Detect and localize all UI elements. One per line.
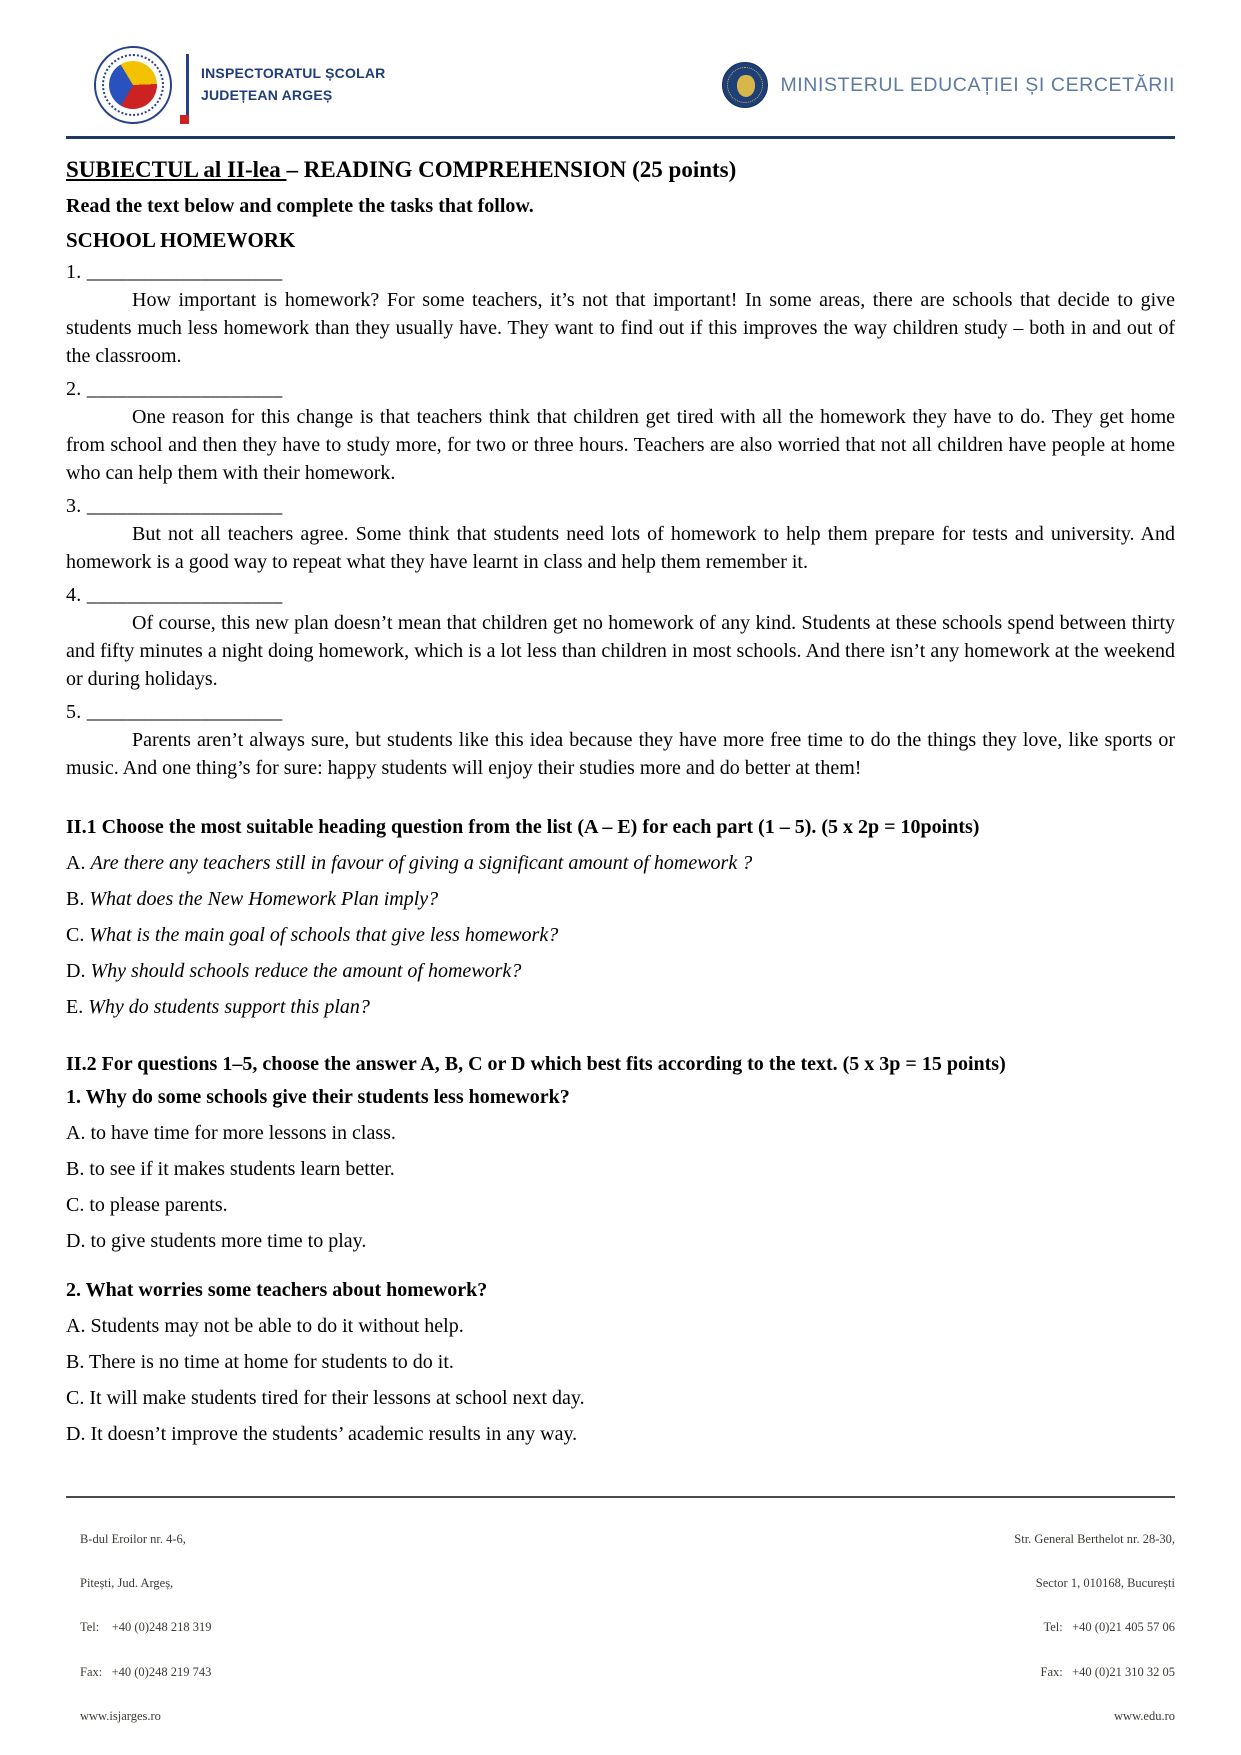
passage-paragraph-2: One reason for this change is that teachers think that children get tired with all the homework they have to do. They get home from school and then they have to study more, for two or three hours. Teachers are also worried that not all children have people at home who can help them with their homework.	[66, 406, 1175, 484]
option-letter: D.	[66, 960, 86, 982]
logo-divider	[186, 54, 189, 116]
question1-option-c: C. to please parents.	[66, 1194, 228, 1216]
isj-arges-emblem-icon	[94, 46, 172, 124]
footer-right-line4: Fax: +40 (0)21 310 32 05	[1040, 1664, 1175, 1679]
option-text: Are there any teachers still in favour of giving a significant amount of homework ?	[90, 852, 753, 874]
footer-right-line2: Sector 1, 010168, București	[1035, 1576, 1175, 1590]
footer-left-line1: B-dul Eroilor nr. 4-6,	[80, 1531, 186, 1546]
isj-arges-logo	[94, 46, 385, 124]
footer-right-website: www.edu.ro	[1114, 1708, 1175, 1723]
option-text: What does the New Homework Plan imply?	[89, 888, 439, 910]
option-letter: A.	[66, 852, 86, 874]
task1-option-b	[66, 888, 1175, 911]
option-text: What is the main goal of schools that give less homework?	[89, 924, 559, 946]
question2-option-d: D. It doesn’t improve the students’ academic results in any way.	[66, 1423, 578, 1445]
task1-option-a	[66, 852, 1175, 875]
task2-question-1	[66, 1086, 1175, 1253]
option-letter: E.	[66, 996, 84, 1018]
task1-option-c	[66, 924, 1175, 947]
heading-blank-3: 3. ___________________	[66, 495, 283, 517]
footer-address-left	[66, 1502, 212, 1753]
passage-paragraph-1: How important is homework? For some teachers, it’s not that important! In some areas, there are schools that decide to give students much less homework than they usually have. They want to find out if this improves the way children study – both in and out of the classroom.	[66, 289, 1175, 367]
task1-option-d	[66, 960, 1175, 983]
question1-option-d: D. to give students more time to play.	[66, 1230, 367, 1252]
isj-arges-name	[201, 63, 385, 106]
question-prompt: 1. Why do some schools give their students less homework?	[66, 1086, 570, 1108]
heading-blank-1: 1. ___________________	[66, 261, 283, 283]
isj-name-line1: INSPECTORATUL ȘCOLAR	[201, 65, 386, 82]
ministry-name: MINISTERUL EDUCAȚIEI ȘI CERCETĂRII	[780, 73, 1175, 96]
document-body	[0, 157, 1241, 1446]
title-rest-part: – READING COMPREHENSION (25 points)	[286, 157, 737, 182]
question2-option-b: B. There is no time at home for students to do it.	[66, 1351, 454, 1373]
isj-arges-emblem-core	[109, 61, 157, 109]
gov-romania-emblem-icon	[722, 62, 768, 108]
question2-option-c: C. It will make students tired for their lessons at school next day.	[66, 1387, 585, 1409]
option-letter: C.	[66, 924, 85, 946]
footer-left-line2: Pitești, Jud. Argeș,	[80, 1576, 174, 1590]
option-text: Why should schools reduce the amount of homework?	[90, 960, 522, 982]
ministry-logo	[722, 62, 1175, 108]
footer-left-line3: Tel: +40 (0)248 218 319	[80, 1620, 212, 1635]
task2-heading: II.2 For questions 1–5, choose the answer A, B, C or D which best fits according to the text. (5 x 3p = 15 points)	[66, 1053, 1006, 1075]
heading-blank-4: 4. ___________________	[66, 584, 283, 606]
question1-option-a: A. to have time for more lessons in class.	[66, 1122, 396, 1144]
gov-romania-emblem-core	[737, 75, 755, 97]
question1-option-b: B. to see if it makes students learn better.	[66, 1158, 395, 1180]
heading-blank-5: 5. ___________________	[66, 701, 283, 723]
instructions-text: Read the text below and complete the tasks that follow.	[66, 195, 534, 217]
passage-paragraph-3: But not all teachers agree. Some think that students need lots of homework to help them prepare for tests and university. And homework is a good way to repeat what they have learnt in class and help them remember it.	[66, 523, 1175, 573]
option-letter: B.	[66, 888, 85, 910]
title-underlined-part: SUBIECTUL al II-lea	[66, 157, 287, 182]
passage-paragraph-4: Of course, this new plan doesn’t mean that children get no homework of any kind. Students at these schools spend between thirty and fifty minutes a night doing homework, which is a lot less than children in most schools. And there isn’t any homework at the weekend or during holidays.	[66, 612, 1175, 690]
page-header	[0, 0, 1241, 124]
footer-address-right	[1014, 1502, 1175, 1753]
task1-heading: II.1 Choose the most suitable heading question from the list (A – E) for each part (1 – 5). (5 x 2p = 10points)	[66, 816, 980, 838]
task2-question-2	[66, 1279, 1175, 1446]
passage-paragraph-5: Parents aren’t always sure, but students like this idea because they have more free time to do the things they love, like sports or music. And one thing’s for sure: happy students will enjoy their studies more and do better at them!	[66, 729, 1175, 779]
footer-left-website: www.isjarges.ro	[80, 1708, 161, 1723]
page-title	[66, 157, 1175, 183]
heading-blank-2: 2. ___________________	[66, 378, 283, 400]
task1-option-e	[66, 996, 1175, 1019]
footer-left-line4: Fax: +40 (0)248 219 743	[80, 1664, 212, 1679]
question-prompt: 2. What worries some teachers about homework?	[66, 1279, 488, 1301]
page-footer	[66, 1496, 1175, 1753]
option-text: Why do students support this plan?	[88, 996, 370, 1018]
header-divider	[66, 136, 1175, 139]
isj-name-line2: JUDEȚEAN ARGEȘ	[201, 87, 333, 103]
footer-right-line1: Str. General Berthelot nr. 28-30,	[1014, 1531, 1175, 1546]
footer-right-line3: Tel: +40 (0)21 405 57 06	[1043, 1620, 1175, 1635]
question2-option-a: A. Students may not be able to do it without help.	[66, 1315, 464, 1337]
reading-text-title: SCHOOL HOMEWORK	[66, 228, 296, 252]
